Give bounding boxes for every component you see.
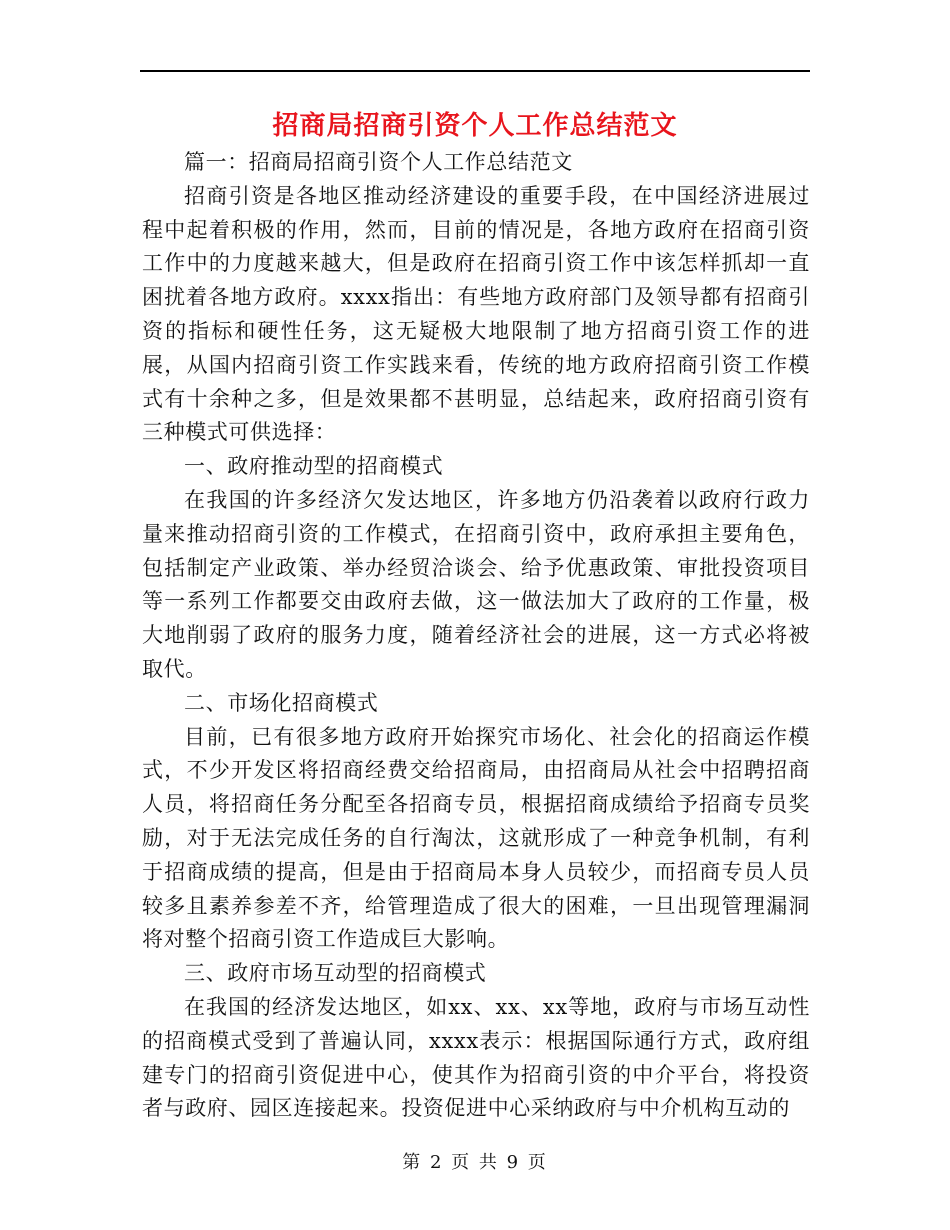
document-title: 招商局招商引资个人工作总结范文 [272, 111, 678, 141]
paragraph-section-2: 目前，已有很多地方政府开始探究市场化、社会化的招商运作模式，不少开发区将招商经费交给招商局，由招商局从社会中招聘招商人员，将招商任务分配至各招商专员，根据招商成绩给予招商专员奖励，对于无法完成任务的自行淘汰，这就形成了一种竞争机制，有利于招商成绩的提高，但是由于招商局本身人员较少，而招商专员人员较多且素养参差不齐，给管理造成了很大的困难，一旦出现管理漏洞将对整个招商引资工作造成巨大影响。 [142, 724, 810, 952]
header-rule [140, 70, 810, 72]
document-body [142, 146, 810, 1126]
section-heading-3: 三、政府市场互动型的招商模式 [184, 961, 487, 986]
section-heading-2: 二、市场化招商模式 [184, 690, 379, 715]
page-number-footer: 第 2 页 共 9 页 [402, 1152, 548, 1173]
section-heading-1: 一、政府推动型的招商模式 [184, 454, 444, 479]
paragraph-intro: 招商引资是各地区推动经济建设的重要手段，在中国经济进展过程中起着积极的作用，然而，目前的情况是，各地方政府在招商引资工作中的力度越来越大，但是政府在招商引资工作中该怎样抓却一直困扰着各地方政府。xxxx指出：有些地方政府部门及领导都有招商引资的指标和硬性任务，这无疑极大地限制了地方招商引资工作的进展，从国内招商引资工作实践来看，传统的地方政府招商引资工作模式有十余种之多，但是效果都不甚明显，总结起来，政府招商引资有三种模式可供选择： [142, 183, 810, 445]
paragraph-section-1: 在我国的许多经济欠发达地区，许多地方仍沿袭着以政府行政力量来推动招商引资的工作模式，在招商引资中，政府承担主要角色，包括制定产业政策、举办经贸洽谈会、给予优惠政策、审批投资项目等一系列工作都要交由政府去做，这一做法加大了政府的工作量，极大地削弱了政府的服务力度，随着经济社会的进展，这一方式必将被取代。 [142, 487, 810, 681]
paragraph-heading-article: 篇一：招商局招商引资个人工作总结范文 [184, 150, 573, 174]
paragraph-section-3: 在我国的经济发达地区，如xx、xx、xx等地，政府与市场互动性的招商模式受到了普遍认同，xxxx表示：根据国际通行方式，政府组建专门的招商引资促进中心，使其作为招商引资的中介平台，将投资者与政府、园区连接起来。投资促进中心采纳政府与中介机构互动的 [142, 994, 810, 1121]
